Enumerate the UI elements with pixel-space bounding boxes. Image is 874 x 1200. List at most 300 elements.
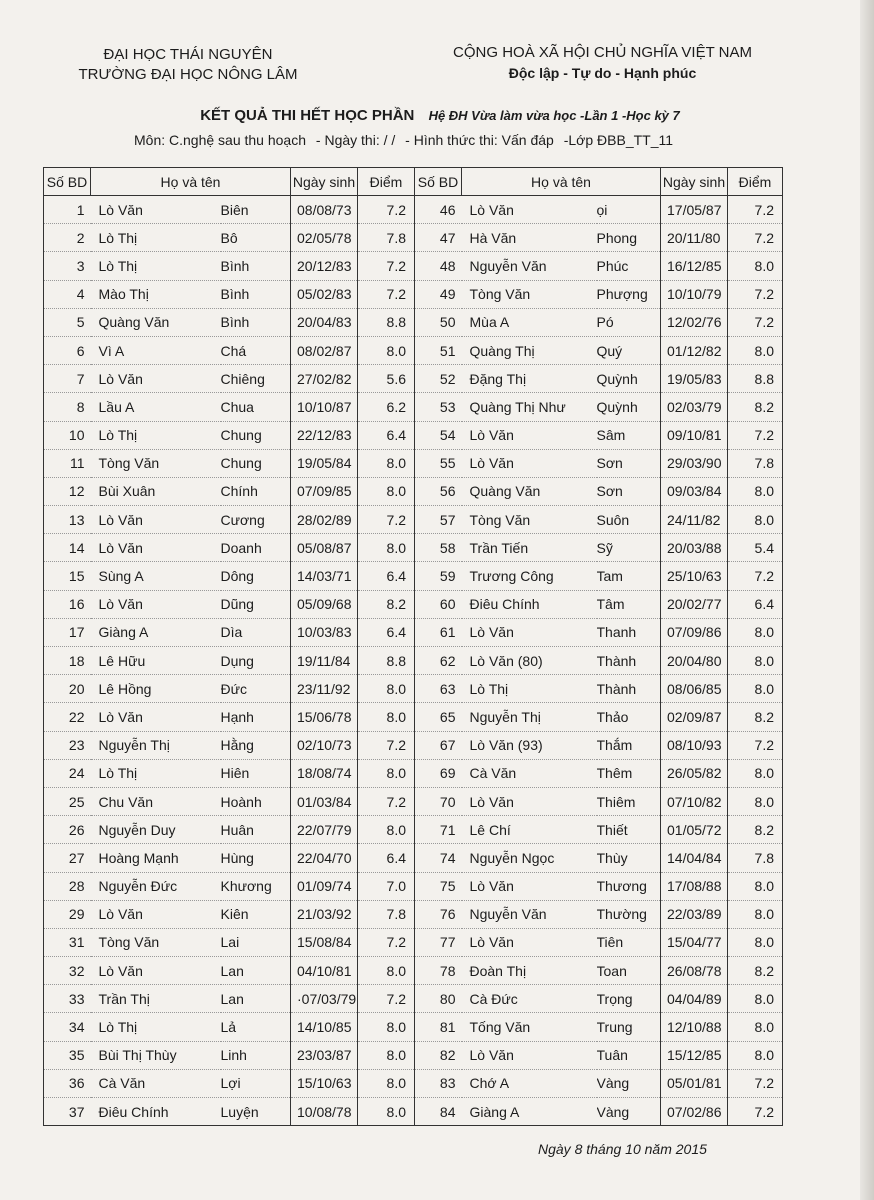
student-score-left: 7.8: [358, 900, 415, 928]
student-score-right: 5.4: [728, 534, 783, 562]
student-dob-right: 05/01/81: [661, 1069, 728, 1097]
student-given-name-right: Sơn: [597, 477, 661, 505]
student-number-right: 56: [415, 477, 462, 505]
university-name: ĐẠI HỌC THÁI NGUYÊN: [103, 46, 273, 63]
student-dob-left: 14/10/85: [291, 1013, 358, 1041]
student-surname-right: Giàng A: [462, 1098, 597, 1126]
student-given-name-left: Kiên: [221, 900, 291, 928]
student-number-right: 53: [415, 393, 462, 421]
student-dob-right: 07/09/86: [661, 618, 728, 646]
student-score-left: 6.4: [358, 844, 415, 872]
student-score-left: 7.2: [358, 787, 415, 815]
national-header: [415, 43, 790, 83]
student-dob-right: 25/10/63: [661, 562, 728, 590]
student-score-right: 8.2: [728, 703, 783, 731]
student-surname-left: Quàng Văn: [91, 308, 221, 336]
student-given-name-left: Linh: [221, 1041, 291, 1069]
student-dob-left: 15/08/84: [291, 928, 358, 956]
course-exam-date: - Ngày thi: / /: [315, 132, 396, 148]
student-dob-left: 22/07/79: [291, 816, 358, 844]
student-score-left: 6.4: [358, 421, 415, 449]
student-number-left: 11: [44, 449, 91, 477]
student-number-left: 33: [44, 985, 91, 1013]
student-score-right: 8.0: [728, 1041, 783, 1069]
student-given-name-right: Thiêm: [597, 787, 661, 815]
student-number-right: 76: [415, 900, 462, 928]
student-score-left: 8.0: [358, 477, 415, 505]
student-score-right: 8.0: [728, 647, 783, 675]
student-score-left: 6.2: [358, 393, 415, 421]
student-dob-left: 23/11/92: [291, 675, 358, 703]
course-exam-form: - Hình thức thi: Vấn đáp: [405, 132, 554, 148]
student-surname-left: Lò Văn: [91, 957, 221, 985]
student-number-right: 83: [415, 1069, 462, 1097]
student-dob-right: 15/12/85: [661, 1041, 728, 1069]
student-given-name-left: Luyện: [221, 1098, 291, 1126]
course-class: -Lớp ĐBB_TT_11: [563, 132, 674, 148]
student-dob-left: 21/03/92: [291, 900, 358, 928]
student-given-name-right: ọi: [597, 196, 661, 224]
student-surname-left: Lê Hữu: [91, 647, 221, 675]
student-surname-right: Lò Văn: [462, 872, 597, 900]
student-given-name-right: Pó: [597, 308, 661, 336]
student-number-left: 4: [44, 280, 91, 308]
student-number-right: 77: [415, 928, 462, 956]
student-dob-right: 08/10/93: [661, 731, 728, 759]
student-given-name-left: Hiên: [221, 759, 291, 787]
student-surname-right: Đặng Thị: [462, 365, 597, 393]
student-score-left: 7.2: [358, 985, 415, 1013]
student-surname-right: Điêu Chính: [462, 590, 597, 618]
student-number-right: 63: [415, 675, 462, 703]
student-dob-right: 09/03/84: [661, 477, 728, 505]
student-number-left: 8: [44, 393, 91, 421]
student-dob-left: 19/11/84: [291, 647, 358, 675]
student-surname-right: Lò Văn (80): [462, 647, 597, 675]
student-score-right: 8.0: [728, 787, 783, 815]
student-score-left: 8.0: [358, 675, 415, 703]
scan-edge: [860, 0, 874, 1200]
student-given-name-right: Quỳnh: [597, 365, 661, 393]
student-score-right: 7.2: [728, 1098, 783, 1126]
student-score-right: 8.8: [728, 365, 783, 393]
student-score-right: 8.0: [728, 900, 783, 928]
student-given-name-left: Chá: [221, 336, 291, 364]
student-surname-right: Lò Văn: [462, 618, 597, 646]
student-dob-left: 08/08/73: [291, 196, 358, 224]
student-surname-right: Lò Văn: [462, 928, 597, 956]
student-given-name-right: Phong: [597, 224, 661, 252]
student-surname-left: Bùi Thị Thùy: [91, 1041, 221, 1069]
student-surname-left: Lò Văn: [91, 590, 221, 618]
student-surname-left: Hoàng Mạnh: [91, 844, 221, 872]
student-dob-right: 29/03/90: [661, 449, 728, 477]
student-surname-left: Lê Hồng: [91, 675, 221, 703]
student-surname-right: Nguyễn Thị: [462, 703, 597, 731]
student-surname-right: Nguyễn Văn: [462, 252, 597, 280]
student-dob-right: 02/03/79: [661, 393, 728, 421]
student-given-name-left: Chiêng: [221, 365, 291, 393]
student-number-left: 15: [44, 562, 91, 590]
student-number-left: 26: [44, 816, 91, 844]
student-dob-left: 10/10/87: [291, 393, 358, 421]
student-score-left: 8.0: [358, 1069, 415, 1097]
table-body: [44, 196, 783, 1126]
col-name-right: Họ và tên: [462, 168, 661, 196]
student-number-left: 1: [44, 196, 91, 224]
student-number-right: 71: [415, 816, 462, 844]
student-surname-left: Tòng Văn: [91, 449, 221, 477]
student-surname-left: Nguyễn Thị: [91, 731, 221, 759]
student-given-name-left: Khương: [221, 872, 291, 900]
student-surname-left: Lò Thị: [91, 252, 221, 280]
title-main: KẾT QUẢ THI HẾT HỌC PHẦN: [200, 107, 415, 124]
student-given-name-right: Trung: [597, 1013, 661, 1041]
table-row: [44, 1013, 783, 1041]
student-surname-right: Cà Đức: [462, 985, 597, 1013]
student-dob-right: 07/02/86: [661, 1098, 728, 1126]
student-given-name-left: Bô: [221, 224, 291, 252]
table-row: [44, 224, 783, 252]
student-number-right: 48: [415, 252, 462, 280]
student-number-left: 5: [44, 308, 91, 336]
student-score-right: 8.2: [728, 816, 783, 844]
student-surname-left: Lò Văn: [91, 703, 221, 731]
student-number-right: 61: [415, 618, 462, 646]
student-number-right: 55: [415, 449, 462, 477]
student-surname-right: Hà Văn: [462, 224, 597, 252]
student-surname-left: Tòng Văn: [91, 928, 221, 956]
student-dob-left: 22/04/70: [291, 844, 358, 872]
student-given-name-right: Vàng: [597, 1098, 661, 1126]
student-surname-right: Nguyễn Ngọc: [462, 844, 597, 872]
student-dob-right: 20/04/80: [661, 647, 728, 675]
student-dob-right: 02/09/87: [661, 703, 728, 731]
student-number-left: 20: [44, 675, 91, 703]
student-surname-left: Lò Thị: [91, 1013, 221, 1041]
student-surname-right: Quàng Thị: [462, 336, 597, 364]
student-dob-right: 17/05/87: [661, 196, 728, 224]
student-dob-left: 08/02/87: [291, 336, 358, 364]
student-number-right: 65: [415, 703, 462, 731]
table-row: [44, 675, 783, 703]
table-row: [44, 731, 783, 759]
table-row: [44, 844, 783, 872]
student-surname-left: Lò Văn: [91, 900, 221, 928]
student-score-right: 8.0: [728, 928, 783, 956]
student-dob-left: 28/02/89: [291, 506, 358, 534]
student-dob-right: 07/10/82: [661, 787, 728, 815]
student-score-left: 8.0: [358, 336, 415, 364]
student-dob-left: 23/03/87: [291, 1041, 358, 1069]
student-number-left: 16: [44, 590, 91, 618]
student-number-right: 84: [415, 1098, 462, 1126]
student-given-name-right: Quý: [597, 336, 661, 364]
table-row: [44, 985, 783, 1013]
student-given-name-right: Thiết: [597, 816, 661, 844]
col-sbd-right: Số BD: [415, 168, 462, 196]
student-surname-left: Lò Văn: [91, 196, 221, 224]
student-number-right: 47: [415, 224, 462, 252]
student-score-right: 8.0: [728, 759, 783, 787]
student-number-left: 2: [44, 224, 91, 252]
table-row: [44, 816, 783, 844]
student-surname-left: Điêu Chính: [91, 1098, 221, 1126]
student-given-name-right: Tiên: [597, 928, 661, 956]
student-score-left: 8.0: [358, 816, 415, 844]
student-score-left: 7.8: [358, 224, 415, 252]
student-number-right: 69: [415, 759, 462, 787]
student-given-name-left: Bình: [221, 252, 291, 280]
student-given-name-left: Biên: [221, 196, 291, 224]
student-dob-right: 26/05/82: [661, 759, 728, 787]
student-number-right: 50: [415, 308, 462, 336]
student-score-right: 8.2: [728, 957, 783, 985]
col-name-left: Họ và tên: [91, 168, 291, 196]
student-score-right: 7.2: [728, 731, 783, 759]
student-number-left: 17: [44, 618, 91, 646]
student-number-left: 23: [44, 731, 91, 759]
student-score-right: 8.0: [728, 336, 783, 364]
student-dob-left: 14/03/71: [291, 562, 358, 590]
student-given-name-left: Dụng: [221, 647, 291, 675]
student-given-name-right: Phượng: [597, 280, 661, 308]
student-dob-right: 08/06/85: [661, 675, 728, 703]
footer-date: Ngày 8 tháng 10 năm 2015: [538, 1141, 707, 1157]
student-given-name-left: Dông: [221, 562, 291, 590]
student-surname-right: Lê Chí: [462, 816, 597, 844]
student-surname-right: Tòng Văn: [462, 280, 597, 308]
student-dob-right: 15/04/77: [661, 928, 728, 956]
student-number-left: 32: [44, 957, 91, 985]
student-score-right: 7.8: [728, 844, 783, 872]
student-score-right: 8.0: [728, 477, 783, 505]
student-given-name-right: Thương: [597, 872, 661, 900]
student-dob-left: 10/03/83: [291, 618, 358, 646]
student-dob-right: 20/03/88: [661, 534, 728, 562]
student-score-right: 7.2: [728, 308, 783, 336]
student-number-right: 46: [415, 196, 462, 224]
student-surname-left: Giàng A: [91, 618, 221, 646]
student-score-right: 7.2: [728, 224, 783, 252]
student-dob-left: 18/08/74: [291, 759, 358, 787]
student-surname-left: Lò Văn: [91, 365, 221, 393]
student-dob-left: 05/09/68: [291, 590, 358, 618]
student-score-right: 8.0: [728, 675, 783, 703]
student-dob-left: 07/09/85: [291, 477, 358, 505]
student-surname-left: Vì A: [91, 336, 221, 364]
student-surname-left: Lò Văn: [91, 534, 221, 562]
student-score-left: 5.6: [358, 365, 415, 393]
student-score-right: 8.0: [728, 506, 783, 534]
school-name: TRƯỜNG ĐẠI HỌC NÔNG LÂM: [78, 66, 298, 83]
table-row: [44, 900, 783, 928]
student-dob-right: 12/02/76: [661, 308, 728, 336]
student-dob-right: 14/04/84: [661, 844, 728, 872]
student-score-left: 8.2: [358, 590, 415, 618]
student-given-name-right: Sỹ: [597, 534, 661, 562]
table-row: [44, 647, 783, 675]
student-score-left: 8.0: [358, 534, 415, 562]
student-surname-left: Lò Thị: [91, 224, 221, 252]
student-surname-right: Lò Thị: [462, 675, 597, 703]
student-surname-right: Lò Văn (93): [462, 731, 597, 759]
student-number-left: 35: [44, 1041, 91, 1069]
student-dob-left: 05/02/83: [291, 280, 358, 308]
student-given-name-left: Hạnh: [221, 703, 291, 731]
results-table: [43, 167, 783, 1126]
student-dob-left: 04/10/81: [291, 957, 358, 985]
student-number-right: 74: [415, 844, 462, 872]
student-score-left: 8.0: [358, 1041, 415, 1069]
student-number-left: 31: [44, 928, 91, 956]
student-score-right: 8.0: [728, 1013, 783, 1041]
student-number-left: 36: [44, 1069, 91, 1097]
student-given-name-left: Lan: [221, 957, 291, 985]
table-row: [44, 1098, 783, 1126]
student-score-right: 7.2: [728, 562, 783, 590]
student-dob-right: 10/10/79: [661, 280, 728, 308]
student-dob-left: 27/02/82: [291, 365, 358, 393]
student-score-right: 7.2: [728, 421, 783, 449]
student-number-right: 80: [415, 985, 462, 1013]
student-given-name-right: Sơn: [597, 449, 661, 477]
student-dob-left: 05/08/87: [291, 534, 358, 562]
document-title: [60, 107, 820, 124]
col-sbd-left: Số BD: [44, 168, 91, 196]
student-given-name-left: Hùng: [221, 844, 291, 872]
student-given-name-left: Lan: [221, 985, 291, 1013]
student-surname-right: Trần Tiến: [462, 534, 597, 562]
student-given-name-right: Suôn: [597, 506, 661, 534]
student-surname-right: Tống Văn: [462, 1013, 597, 1041]
student-number-right: 60: [415, 590, 462, 618]
title-extra: Hệ ĐH Vừa làm vừa học -Lần 1 -Học kỳ 7: [428, 108, 680, 123]
student-surname-left: Mào Thị: [91, 280, 221, 308]
table-row: [44, 590, 783, 618]
student-given-name-left: Hằng: [221, 731, 291, 759]
student-number-right: 52: [415, 365, 462, 393]
student-score-right: 6.4: [728, 590, 783, 618]
student-given-name-right: Thêm: [597, 759, 661, 787]
col-score-left: Điểm: [358, 168, 415, 196]
student-score-right: 8.0: [728, 252, 783, 280]
student-number-right: 70: [415, 787, 462, 815]
table-row: [44, 787, 783, 815]
table-row: [44, 196, 783, 224]
student-dob-right: 20/11/80: [661, 224, 728, 252]
student-given-name-right: Tuân: [597, 1041, 661, 1069]
student-surname-left: Lò Thị: [91, 421, 221, 449]
institution-header: [78, 45, 298, 85]
student-given-name-right: Quỳnh: [597, 393, 661, 421]
student-given-name-right: Tâm: [597, 590, 661, 618]
table-row: [44, 280, 783, 308]
table-row: [44, 421, 783, 449]
student-score-left: 8.0: [358, 957, 415, 985]
student-score-left: 7.2: [358, 252, 415, 280]
student-score-left: 7.2: [358, 196, 415, 224]
table-row: [44, 393, 783, 421]
student-score-right: 7.2: [728, 1069, 783, 1097]
student-dob-right: 01/12/82: [661, 336, 728, 364]
student-given-name-right: Thảo: [597, 703, 661, 731]
student-number-left: 18: [44, 647, 91, 675]
table-row: [44, 308, 783, 336]
table-row: [44, 477, 783, 505]
student-score-left: 8.0: [358, 759, 415, 787]
student-given-name-right: Tam: [597, 562, 661, 590]
student-number-right: 49: [415, 280, 462, 308]
student-number-right: 54: [415, 421, 462, 449]
student-given-name-right: Sâm: [597, 421, 661, 449]
student-given-name-left: Chua: [221, 393, 291, 421]
student-number-left: 25: [44, 787, 91, 815]
student-surname-right: Lò Văn: [462, 449, 597, 477]
student-surname-left: Bùi Xuân: [91, 477, 221, 505]
student-number-left: 10: [44, 421, 91, 449]
student-number-right: 78: [415, 957, 462, 985]
student-dob-right: 09/10/81: [661, 421, 728, 449]
student-number-left: 6: [44, 336, 91, 364]
student-dob-left: ·07/03/79: [291, 985, 358, 1013]
student-surname-left: Lò Văn: [91, 506, 221, 534]
student-surname-right: Quàng Văn: [462, 477, 597, 505]
student-surname-right: Chớ A: [462, 1069, 597, 1097]
student-score-left: 7.0: [358, 872, 415, 900]
student-dob-left: 02/10/73: [291, 731, 358, 759]
table-row: [44, 506, 783, 534]
student-score-left: 6.4: [358, 618, 415, 646]
student-surname-right: Trương Công: [462, 562, 597, 590]
student-surname-left: Cà Văn: [91, 1069, 221, 1097]
student-given-name-right: Phúc: [597, 252, 661, 280]
student-surname-left: Lò Thị: [91, 759, 221, 787]
table-row: [44, 336, 783, 364]
course-subject: Môn: C.nghệ sau thu hoạch: [134, 132, 307, 148]
table-row: [44, 534, 783, 562]
student-given-name-left: Lả: [221, 1013, 291, 1041]
student-given-name-left: Cương: [221, 506, 291, 534]
student-score-right: 7.2: [728, 196, 783, 224]
student-given-name-right: Trọng: [597, 985, 661, 1013]
student-surname-left: Nguyễn Đức: [91, 872, 221, 900]
student-number-right: 82: [415, 1041, 462, 1069]
student-surname-right: Cà Văn: [462, 759, 597, 787]
student-number-left: 7: [44, 365, 91, 393]
student-number-left: 27: [44, 844, 91, 872]
student-surname-right: Đoàn Thị: [462, 957, 597, 985]
student-dob-right: 26/08/78: [661, 957, 728, 985]
student-surname-right: Lò Văn: [462, 421, 597, 449]
student-score-right: 8.0: [728, 618, 783, 646]
student-dob-right: 20/02/77: [661, 590, 728, 618]
student-dob-right: 16/12/85: [661, 252, 728, 280]
student-dob-right: 12/10/88: [661, 1013, 728, 1041]
student-dob-left: 01/03/84: [291, 787, 358, 815]
student-number-left: 14: [44, 534, 91, 562]
student-surname-left: Nguyễn Duy: [91, 816, 221, 844]
col-dob-left: Ngày sinh: [291, 168, 358, 196]
student-score-left: 7.2: [358, 280, 415, 308]
student-given-name-left: Chính: [221, 477, 291, 505]
student-number-left: 3: [44, 252, 91, 280]
student-number-left: 37: [44, 1098, 91, 1126]
student-number-right: 81: [415, 1013, 462, 1041]
student-score-right: 7.2: [728, 280, 783, 308]
table-row: [44, 957, 783, 985]
national-motto: Độc lập - Tự do - Hạnh phúc: [508, 65, 697, 81]
